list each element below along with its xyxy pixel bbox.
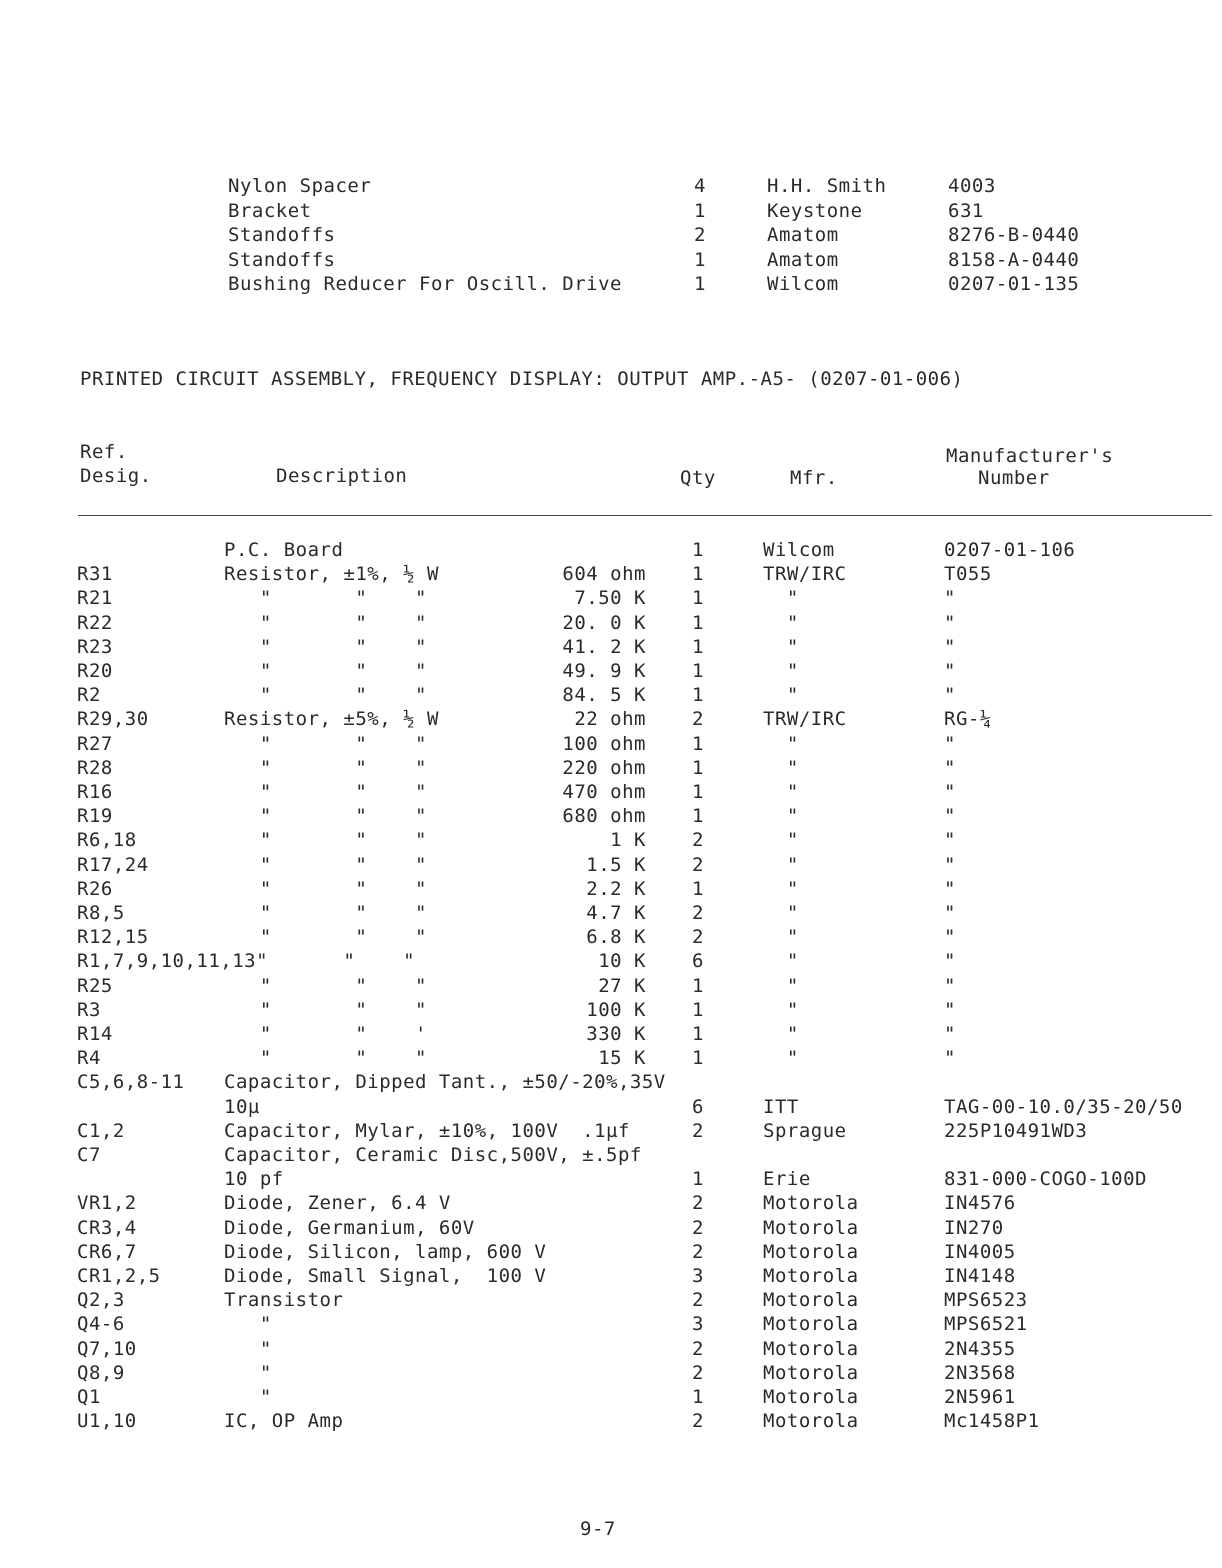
ref-desig-cell: CR6,7 bbox=[77, 1241, 137, 1263]
mfr-cell: " bbox=[763, 684, 799, 706]
mfr-cell: " bbox=[763, 757, 799, 779]
value-cell: 470 ohm bbox=[562, 781, 646, 803]
description-cell: P.C. Board bbox=[224, 539, 344, 561]
description-cell: IC, OP Amp bbox=[224, 1410, 344, 1432]
item-mfr: H.H. Smith bbox=[767, 175, 887, 197]
description-cell: Diode, Zener, 6.4 V bbox=[224, 1192, 451, 1214]
header-number-line1: Manufacturer's bbox=[946, 445, 1114, 467]
qty-cell: 2 bbox=[692, 1338, 704, 1360]
number-cell: " bbox=[944, 757, 956, 779]
qty-cell: 2 bbox=[692, 1192, 704, 1214]
number-cell: Mc1458P1 bbox=[944, 1410, 1040, 1432]
table-row bbox=[0, 562, 1222, 586]
mfr-cell: Motorola bbox=[763, 1386, 859, 1408]
value-cell: 6.8 K bbox=[586, 926, 646, 948]
ref-desig-cell: R22 bbox=[77, 612, 113, 634]
item-number: 4003 bbox=[948, 175, 996, 197]
mfr-cell: " bbox=[763, 612, 799, 634]
ref-desig-cell: R27 bbox=[77, 733, 113, 755]
value-cell: 15 K bbox=[598, 1047, 646, 1069]
table-row bbox=[0, 998, 1222, 1022]
value-cell: 27 K bbox=[598, 975, 646, 997]
table-row bbox=[0, 756, 1222, 780]
ref-desig-cell: R1,7,9,10,11,13" bbox=[77, 950, 269, 972]
table-row bbox=[0, 1191, 1222, 1215]
number-cell: " bbox=[944, 854, 956, 876]
description-cell: " bbox=[224, 1386, 272, 1408]
table-row bbox=[0, 1312, 1222, 1336]
qty-cell: 2 bbox=[692, 1241, 704, 1263]
qty-cell: 2 bbox=[692, 926, 704, 948]
description-cell: " " " bbox=[224, 975, 427, 997]
mfr-cell: ITT bbox=[763, 1096, 799, 1118]
value-cell: 41. 2 K bbox=[562, 636, 646, 658]
qty-cell: 1 bbox=[692, 781, 704, 803]
table-row bbox=[0, 1167, 1222, 1191]
qty-cell: 1 bbox=[692, 1168, 704, 1190]
ref-desig-cell: R20 bbox=[77, 660, 113, 682]
qty-cell: 2 bbox=[692, 1289, 704, 1311]
description-cell: " " " bbox=[224, 636, 427, 658]
description-cell: " " " bbox=[224, 902, 427, 924]
description-cell: Diode, Silicon, lamp, 600 V bbox=[224, 1241, 547, 1263]
number-cell: " bbox=[944, 902, 956, 924]
description-cell: " bbox=[224, 1362, 272, 1384]
qty-cell: 2 bbox=[692, 902, 704, 924]
ref-desig-cell: C7 bbox=[77, 1144, 101, 1166]
header-description: Description bbox=[276, 465, 408, 487]
table-row bbox=[0, 877, 1222, 901]
mfr-cell: " bbox=[763, 1047, 799, 1069]
description-cell: Capacitor, Mylar, ±10%, 100V .1µf bbox=[224, 1120, 630, 1142]
qty-cell: 2 bbox=[692, 1120, 704, 1142]
description-cell: " " " bbox=[224, 854, 427, 876]
list-item bbox=[0, 174, 1222, 198]
value-cell: 10 K bbox=[598, 950, 646, 972]
list-item bbox=[0, 223, 1222, 247]
item-qty: 1 bbox=[694, 200, 706, 222]
table-row bbox=[0, 1119, 1222, 1143]
value-cell: 7.50 K bbox=[574, 587, 646, 609]
mfr-cell: " bbox=[763, 926, 799, 948]
qty-cell: 1 bbox=[692, 805, 704, 827]
item-mfr: Amatom bbox=[767, 224, 839, 246]
number-cell: " bbox=[944, 612, 956, 634]
description-cell: " " " bbox=[224, 684, 427, 706]
value-cell: 330 K bbox=[586, 1023, 646, 1045]
description-cell: " bbox=[224, 1338, 272, 1360]
qty-cell: 2 bbox=[692, 1362, 704, 1384]
item-qty: 1 bbox=[694, 273, 706, 295]
ref-desig-cell: R29,30 bbox=[77, 708, 149, 730]
description-cell: Transistor bbox=[224, 1289, 344, 1311]
mfr-cell: Motorola bbox=[763, 1362, 859, 1384]
value-cell: 680 ohm bbox=[562, 805, 646, 827]
description-cell: Capacitor, Ceramic Disc,500V, ±.5pf bbox=[224, 1144, 642, 1166]
number-cell: " bbox=[944, 878, 956, 900]
description-cell: " " " bbox=[224, 805, 427, 827]
table-row bbox=[0, 659, 1222, 683]
mfr-cell: " bbox=[763, 733, 799, 755]
ref-desig-cell: R4 bbox=[77, 1047, 101, 1069]
ref-desig-cell: Q1 bbox=[77, 1386, 101, 1408]
item-qty: 2 bbox=[694, 224, 706, 246]
table-row bbox=[0, 1143, 1222, 1167]
table-row bbox=[0, 538, 1222, 562]
value-cell: 1.5 K bbox=[586, 854, 646, 876]
qty-cell: 2 bbox=[692, 1410, 704, 1432]
number-cell: T055 bbox=[944, 563, 992, 585]
value-cell: 1 K bbox=[610, 829, 646, 851]
mfr-cell: " bbox=[763, 660, 799, 682]
value-cell: 100 ohm bbox=[562, 733, 646, 755]
qty-cell: 1 bbox=[692, 563, 704, 585]
number-cell: " bbox=[944, 1047, 956, 1069]
number-cell: TAG-00-10.0/35-20/50 bbox=[944, 1096, 1183, 1118]
item-qty: 1 bbox=[694, 249, 706, 271]
ref-desig-cell: CR3,4 bbox=[77, 1217, 137, 1239]
item-qty: 4 bbox=[694, 175, 706, 197]
number-cell: " bbox=[944, 660, 956, 682]
header-ref-line2: Desig. bbox=[80, 465, 152, 487]
qty-cell: 2 bbox=[692, 829, 704, 851]
item-mfr: Keystone bbox=[767, 200, 863, 222]
qty-cell: 6 bbox=[692, 950, 704, 972]
mfr-cell: Motorola bbox=[763, 1289, 859, 1311]
description-cell: " " " bbox=[224, 612, 427, 634]
ref-desig-cell: Q8,9 bbox=[77, 1362, 125, 1384]
number-cell: " bbox=[944, 684, 956, 706]
number-cell: RG-¼ bbox=[944, 708, 992, 730]
table-row bbox=[0, 707, 1222, 731]
ref-desig-cell: R28 bbox=[77, 757, 113, 779]
qty-cell: 2 bbox=[692, 708, 704, 730]
description-cell: Resistor, ±1%, ½ W bbox=[224, 563, 439, 585]
number-cell: " bbox=[944, 781, 956, 803]
table-row bbox=[0, 804, 1222, 828]
table-row bbox=[0, 1264, 1222, 1288]
table-row bbox=[0, 853, 1222, 877]
item-description: Standoffs bbox=[228, 224, 336, 246]
qty-cell: 1 bbox=[692, 999, 704, 1021]
qty-cell: 1 bbox=[692, 757, 704, 779]
number-cell: " bbox=[944, 805, 956, 827]
item-description: Nylon Spacer bbox=[228, 175, 372, 197]
list-item bbox=[0, 199, 1222, 223]
qty-cell: 1 bbox=[692, 684, 704, 706]
mfr-cell: " bbox=[763, 902, 799, 924]
item-number: 8158-A-0440 bbox=[948, 249, 1080, 271]
description-cell: " " " bbox=[224, 757, 427, 779]
header-divider bbox=[78, 515, 1212, 516]
description-cell: " " " bbox=[224, 781, 427, 803]
qty-cell: 1 bbox=[692, 975, 704, 997]
qty-cell: 1 bbox=[692, 1023, 704, 1045]
ref-desig-cell: R26 bbox=[77, 878, 113, 900]
number-cell: " bbox=[944, 975, 956, 997]
table-row bbox=[0, 925, 1222, 949]
number-cell: " bbox=[944, 829, 956, 851]
table-row bbox=[0, 1288, 1222, 1312]
mfr-cell: Motorola bbox=[763, 1410, 859, 1432]
description-cell: " " " bbox=[224, 733, 427, 755]
description-cell: " " bbox=[224, 950, 416, 972]
table-row bbox=[0, 683, 1222, 707]
table-row bbox=[0, 1022, 1222, 1046]
header-number-line2: Number bbox=[978, 467, 1050, 489]
mfr-cell: Motorola bbox=[763, 1241, 859, 1263]
ref-desig-cell: R6,18 bbox=[77, 829, 137, 851]
list-item bbox=[0, 248, 1222, 272]
mfr-cell: Motorola bbox=[763, 1338, 859, 1360]
mfr-cell: " bbox=[763, 854, 799, 876]
mfr-cell: TRW/IRC bbox=[763, 563, 847, 585]
qty-cell: 6 bbox=[692, 1096, 704, 1118]
ref-desig-cell: R12,15 bbox=[77, 926, 149, 948]
number-cell: " bbox=[944, 1023, 956, 1045]
table-row bbox=[0, 1070, 1222, 1094]
ref-desig-cell: Q2,3 bbox=[77, 1289, 125, 1311]
ref-desig-cell: Q4-6 bbox=[77, 1313, 125, 1335]
table-row bbox=[0, 1337, 1222, 1361]
number-cell: IN4005 bbox=[944, 1241, 1016, 1263]
value-cell: 22 ohm bbox=[574, 708, 646, 730]
mfr-cell: " bbox=[763, 781, 799, 803]
ref-desig-cell: R17,24 bbox=[77, 854, 149, 876]
qty-cell: 3 bbox=[692, 1265, 704, 1287]
qty-cell: 2 bbox=[692, 854, 704, 876]
mfr-cell: " bbox=[763, 587, 799, 609]
number-cell: " bbox=[944, 733, 956, 755]
table-row bbox=[0, 1216, 1222, 1240]
description-cell: " " " bbox=[224, 1047, 427, 1069]
number-cell: " bbox=[944, 999, 956, 1021]
value-cell: 604 ohm bbox=[562, 563, 646, 585]
item-mfr: Amatom bbox=[767, 249, 839, 271]
description-cell: Capacitor, Dipped Tant., ±50/-20%,35V bbox=[224, 1071, 666, 1093]
mfr-cell: TRW/IRC bbox=[763, 708, 847, 730]
value-cell: 4.7 K bbox=[586, 902, 646, 924]
page-number: 9-7 bbox=[580, 1518, 616, 1540]
mfr-cell: Erie bbox=[763, 1168, 811, 1190]
mfr-cell: " bbox=[763, 999, 799, 1021]
mfr-cell: " bbox=[763, 636, 799, 658]
table-row bbox=[0, 828, 1222, 852]
qty-cell: 1 bbox=[692, 878, 704, 900]
number-cell: 831-000-COGO-100D bbox=[944, 1168, 1147, 1190]
value-cell: 2.2 K bbox=[586, 878, 646, 900]
mfr-cell: Sprague bbox=[763, 1120, 847, 1142]
number-cell: 2N5961 bbox=[944, 1386, 1016, 1408]
ref-desig-cell: R21 bbox=[77, 587, 113, 609]
ref-desig-cell: R16 bbox=[77, 781, 113, 803]
mfr-cell: " bbox=[763, 975, 799, 997]
qty-cell: 1 bbox=[692, 733, 704, 755]
qty-cell: 1 bbox=[692, 539, 704, 561]
description-cell: " " " bbox=[224, 999, 427, 1021]
value-cell: 100 K bbox=[586, 999, 646, 1021]
ref-desig-cell: CR1,2,5 bbox=[77, 1265, 161, 1287]
ref-desig-cell: R25 bbox=[77, 975, 113, 997]
section-title: PRINTED CIRCUIT ASSEMBLY, FREQUENCY DISPLAY: OUTPUT AMP.-A5- (0207-01-006) bbox=[80, 368, 964, 390]
ref-desig-cell: R2 bbox=[77, 684, 101, 706]
qty-cell: 1 bbox=[692, 1386, 704, 1408]
item-number: 8276-B-0440 bbox=[948, 224, 1080, 246]
table-row bbox=[0, 732, 1222, 756]
ref-desig-cell: U1,10 bbox=[77, 1410, 137, 1432]
description-cell: Resistor, ±5%, ½ W bbox=[224, 708, 439, 730]
table-row bbox=[0, 1361, 1222, 1385]
item-description: Bracket bbox=[228, 200, 312, 222]
table-row bbox=[0, 1240, 1222, 1264]
description-cell: " " " bbox=[224, 829, 427, 851]
header-qty: Qty bbox=[680, 467, 716, 489]
qty-cell: 3 bbox=[692, 1313, 704, 1335]
mfr-cell: " bbox=[763, 1023, 799, 1045]
table-row bbox=[0, 901, 1222, 925]
mfr-cell: " bbox=[763, 829, 799, 851]
description-cell: " " " bbox=[224, 660, 427, 682]
ref-desig-cell: VR1,2 bbox=[77, 1192, 137, 1214]
header-mfr: Mfr. bbox=[790, 467, 838, 489]
description-cell: " " " bbox=[224, 587, 427, 609]
mfr-cell: Motorola bbox=[763, 1313, 859, 1335]
qty-cell: 1 bbox=[692, 587, 704, 609]
mfr-cell: Wilcom bbox=[763, 539, 835, 561]
item-description: Bushing Reducer For Oscill. Drive bbox=[228, 273, 622, 295]
number-cell: " bbox=[944, 636, 956, 658]
description-cell: " " " bbox=[224, 926, 427, 948]
item-number: 0207-01-135 bbox=[948, 273, 1080, 295]
qty-cell: 1 bbox=[692, 1047, 704, 1069]
table-row bbox=[0, 586, 1222, 610]
ref-desig-cell: C5,6,8-11 bbox=[77, 1071, 185, 1093]
qty-cell: 1 bbox=[692, 612, 704, 634]
value-cell: 20. 0 K bbox=[562, 612, 646, 634]
description-cell: 10µ bbox=[224, 1096, 260, 1118]
table-row bbox=[0, 1385, 1222, 1409]
number-cell: IN270 bbox=[944, 1217, 1004, 1239]
number-cell: 0207-01-106 bbox=[944, 539, 1076, 561]
mfr-cell: " bbox=[763, 950, 799, 972]
mfr-cell: Motorola bbox=[763, 1217, 859, 1239]
description-cell: Diode, Germanium, 60V bbox=[224, 1217, 475, 1239]
qty-cell: 2 bbox=[692, 1217, 704, 1239]
ref-desig-cell: R19 bbox=[77, 805, 113, 827]
table-row bbox=[0, 1046, 1222, 1070]
number-cell: " bbox=[944, 587, 956, 609]
description-cell: Diode, Small Signal, 100 V bbox=[224, 1265, 547, 1287]
qty-cell: 1 bbox=[692, 636, 704, 658]
number-cell: MPS6523 bbox=[944, 1289, 1028, 1311]
number-cell: IN4576 bbox=[944, 1192, 1016, 1214]
ref-desig-cell: R8,5 bbox=[77, 902, 125, 924]
ref-desig-cell: R3 bbox=[77, 999, 101, 1021]
value-cell: 84. 5 K bbox=[562, 684, 646, 706]
description-cell: " " ' bbox=[224, 1023, 427, 1045]
number-cell: IN4148 bbox=[944, 1265, 1016, 1287]
table-row bbox=[0, 1409, 1222, 1433]
value-cell: 220 ohm bbox=[562, 757, 646, 779]
ref-desig-cell: R23 bbox=[77, 636, 113, 658]
table-row bbox=[0, 780, 1222, 804]
ref-desig-cell: R31 bbox=[77, 563, 113, 585]
number-cell: " bbox=[944, 950, 956, 972]
ref-desig-cell: R14 bbox=[77, 1023, 113, 1045]
table-row bbox=[0, 974, 1222, 998]
ref-desig-cell: Q7,10 bbox=[77, 1338, 137, 1360]
table-row bbox=[0, 1095, 1222, 1119]
number-cell: 2N4355 bbox=[944, 1338, 1016, 1360]
item-mfr: Wilcom bbox=[767, 273, 839, 295]
number-cell: MPS6521 bbox=[944, 1313, 1028, 1335]
description-cell: 10 pf bbox=[224, 1168, 284, 1190]
item-number: 631 bbox=[948, 200, 984, 222]
number-cell: 2N3568 bbox=[944, 1362, 1016, 1384]
header-ref-line1: Ref. bbox=[80, 441, 128, 463]
mfr-cell: " bbox=[763, 878, 799, 900]
mfr-cell: Motorola bbox=[763, 1192, 859, 1214]
table-row bbox=[0, 635, 1222, 659]
table-row bbox=[0, 611, 1222, 635]
number-cell: 225P10491WD3 bbox=[944, 1120, 1088, 1142]
list-item bbox=[0, 272, 1222, 296]
ref-desig-cell: C1,2 bbox=[77, 1120, 125, 1142]
item-description: Standoffs bbox=[228, 249, 336, 271]
number-cell: " bbox=[944, 926, 956, 948]
description-cell: " bbox=[224, 1313, 272, 1335]
mfr-cell: " bbox=[763, 805, 799, 827]
qty-cell: 1 bbox=[692, 660, 704, 682]
table-row bbox=[0, 949, 1222, 973]
description-cell: " " " bbox=[224, 878, 427, 900]
value-cell: 49. 9 K bbox=[562, 660, 646, 682]
mfr-cell: Motorola bbox=[763, 1265, 859, 1287]
